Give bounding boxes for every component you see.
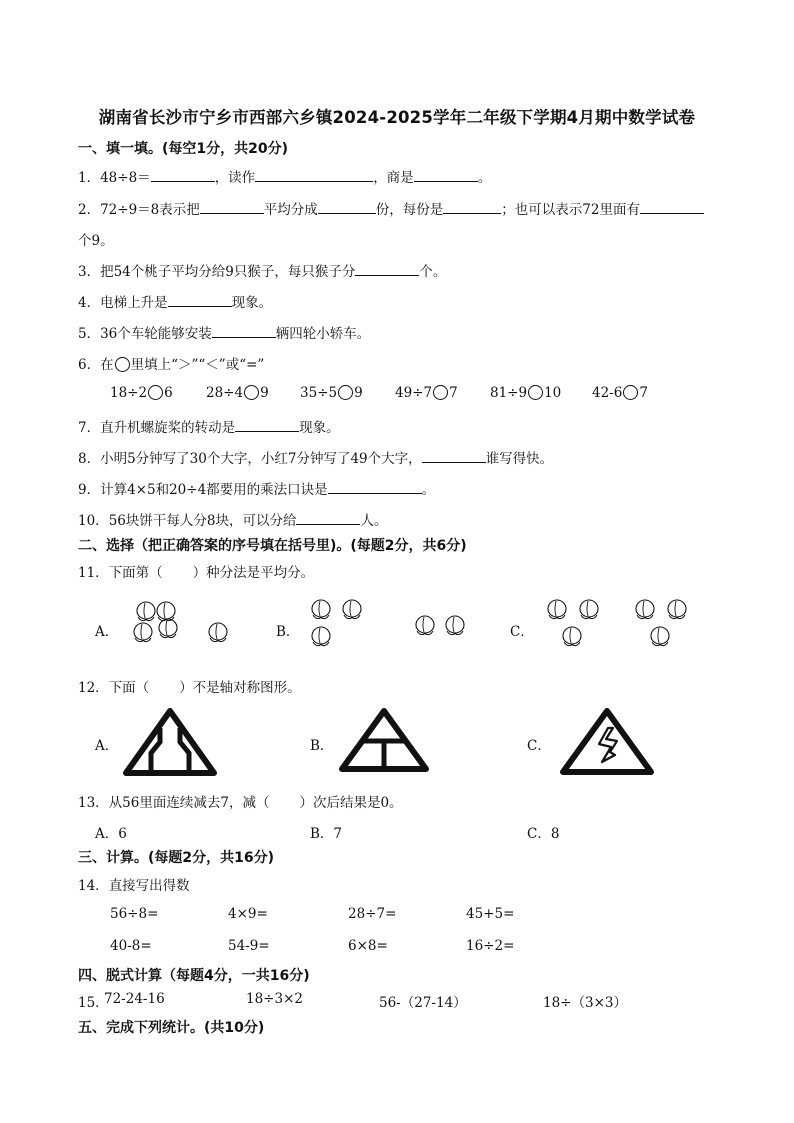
question-number: 10． [78,513,109,529]
question-number: 7． [78,420,101,436]
question-14 [78,874,190,894]
answer-blank[interactable] [212,324,276,338]
compare-circle[interactable] [433,385,448,400]
option-a-label[interactable]: A． [95,738,119,754]
question-number: 14． [78,878,109,894]
question-text: ，商是 [373,170,414,186]
question-number: 6． [78,357,101,373]
question-number: 13． [78,795,109,811]
option-c[interactable]: C．8 [527,826,560,842]
question-number: 5． [78,326,101,342]
comparison-left: 49÷7 [395,385,433,401]
question-2 [78,198,704,218]
question-number: 11． [78,565,109,581]
option-b-label[interactable]: B． [276,624,300,640]
option-c-label[interactable]: C． [510,624,534,640]
question-6 [78,353,264,373]
option-a-label[interactable]: A． [95,624,119,640]
question-text: 下面（ [108,680,150,696]
calc-item[interactable]: 40-8= [110,938,152,954]
section-heading-statistics: 五、完成下列统计。(共10分) [78,1020,265,1036]
stepwise-item[interactable]: 18÷（3×3） [543,995,627,1011]
answer-blank[interactable] [151,168,215,182]
comparison-item [206,385,269,401]
stepwise-item[interactable]: 72-24-16 [104,991,165,1007]
question-text: ）种分法是平均分。 [192,565,315,581]
question-text: 下面第（ [108,565,163,581]
option-b-label[interactable]: B． [310,738,334,754]
answer-blank[interactable] [355,262,419,276]
question-number: 12． [78,680,109,696]
comparison-item [592,385,648,401]
answer-blank[interactable] [328,480,422,494]
question-text: 在 [100,357,114,373]
t-junction-sign-icon [342,711,426,769]
answer-blank[interactable] [168,293,232,307]
question-text: 电梯上升是 [100,295,168,311]
question-10 [78,509,387,529]
comparison-left: 81÷9 [490,385,528,401]
peach-group-a [134,602,227,642]
question-text: 36个车轮能够安装 [100,326,212,342]
question-number: 15． [78,995,109,1011]
comparison-left: 28÷4 [206,385,244,401]
question-number: 3． [78,264,101,280]
question-text: ）次后结果是0。 [299,795,403,811]
comparison-right: 10 [544,385,562,401]
comparison-item [395,385,458,401]
calc-item[interactable]: 54-9= [228,938,270,954]
question-number: 1． [78,170,101,186]
question-text: 份，每份是 [375,202,444,218]
question-text: ；也可以表示72里面有 [501,202,640,218]
section-heading-choice: 二、选择（把正确答案的序号填在括号里)。(每题2分，共6分) [78,538,467,554]
question-text: 。 [421,482,436,498]
question-text: 计算4×5和20÷4都要用的乘法口诀是 [100,482,328,498]
compare-circle[interactable] [623,385,638,400]
question-text: 平均分成 [263,202,318,218]
question-number: 4． [78,295,101,311]
stepwise-item[interactable]: 18÷3×2 [246,991,303,1007]
question-text: 现象。 [231,295,273,311]
high-voltage-sign-icon [563,711,651,772]
question-13 [78,791,403,811]
question-8 [78,447,553,467]
comparison-left: 18÷2 [110,385,148,401]
page-title: 湖南省长沙市宁乡市西部六乡镇2024-2025学年二年级下学期4月期中数学试卷 [98,108,696,127]
question-text: 个。 [419,264,447,280]
answer-blank[interactable] [255,168,373,182]
section-heading-calc: 三、计算。(每题2分，共16分) [78,850,275,866]
answer-blank[interactable] [200,200,264,214]
answer-blank[interactable] [640,200,704,214]
compare-circle[interactable] [528,385,543,400]
answer-blank[interactable] [414,168,478,182]
road-narrows-sign-icon [126,711,214,773]
question-text: 人。 [360,513,388,529]
question-4 [78,291,272,311]
comparison-right: 6 [164,385,173,401]
calc-item[interactable]: 28÷7= [348,906,397,922]
question-number: 8． [78,451,101,467]
question-text: 直接写出得数 [108,878,190,894]
comparison-item [110,385,173,401]
comparison-left: 35÷5 [300,385,338,401]
calc-item[interactable]: 45+5= [466,906,515,922]
answer-blank[interactable] [235,418,299,432]
question-text: 辆四轮小轿车。 [275,326,371,342]
option-a[interactable]: A．6 [95,826,127,842]
question-text: 56块饼干每人分8块，可以分给 [108,513,297,529]
question-text: 里填上“＞”“＜”或“=” [130,357,265,373]
question-text: 从56里面连续减去7，减（ [108,795,270,811]
section-heading-stepwise: 四、脱式计算（每题4分，一共16分) [78,968,310,984]
question-text: 。 [477,170,492,186]
question-text: 小明5分钟写了30个大字，小红7分钟写了49个大字， [100,451,422,467]
comparison-item [300,385,363,401]
option-b[interactable]: B．7 [310,826,343,842]
question-text: 现象。 [299,420,340,436]
question-3 [78,260,446,280]
comparison-right: 7 [639,385,648,401]
calc-item[interactable]: 16÷2= [466,938,515,954]
stepwise-item[interactable]: 56-（27-14） [379,995,467,1011]
question-1 [78,166,491,186]
question-text: 把54个桃子平均分给9只猴子，每只猴子分 [100,264,356,280]
question-number: 9． [78,482,101,498]
compare-circle[interactable] [338,385,353,400]
comparison-right: 7 [449,385,458,401]
answer-blank[interactable] [443,200,501,214]
question-text: ，读作 [214,170,256,186]
question-text: 48÷8＝ [100,170,151,186]
question-5 [78,322,370,342]
option-c-label[interactable]: C． [527,738,551,754]
comparison-left: 42-6 [592,385,623,401]
compare-circle[interactable] [148,385,163,400]
answer-blank[interactable] [318,200,376,214]
peach-group-c [548,600,686,646]
question-text: ）不是轴对称图形。 [179,680,301,696]
question-12 [78,676,301,696]
question-11 [78,561,314,581]
question-text: 谁写得快。 [485,451,554,467]
calc-item[interactable]: 4×9= [228,906,268,922]
comparison-right: 9 [354,385,363,401]
question-2-continued: 个9。 [78,233,114,249]
question-number: 2． [78,202,101,218]
comparison-item [490,385,561,401]
compare-circle[interactable] [244,385,259,400]
peach-group-b [312,600,464,646]
question-7 [78,416,340,436]
question-text: 直升机螺旋桨的转动是 [100,420,236,436]
section-heading-fill: 一、填一填。(每空1分，共20分) [78,141,289,157]
answer-blank[interactable] [296,511,360,525]
calc-item[interactable]: 6×8= [348,938,388,954]
question-9 [78,478,435,498]
answer-blank[interactable] [422,449,486,463]
circle-icon [115,357,130,372]
calc-item[interactable]: 56÷8= [110,906,159,922]
question-text: 72÷9＝8表示把 [100,202,200,218]
comparison-right: 9 [260,385,269,401]
